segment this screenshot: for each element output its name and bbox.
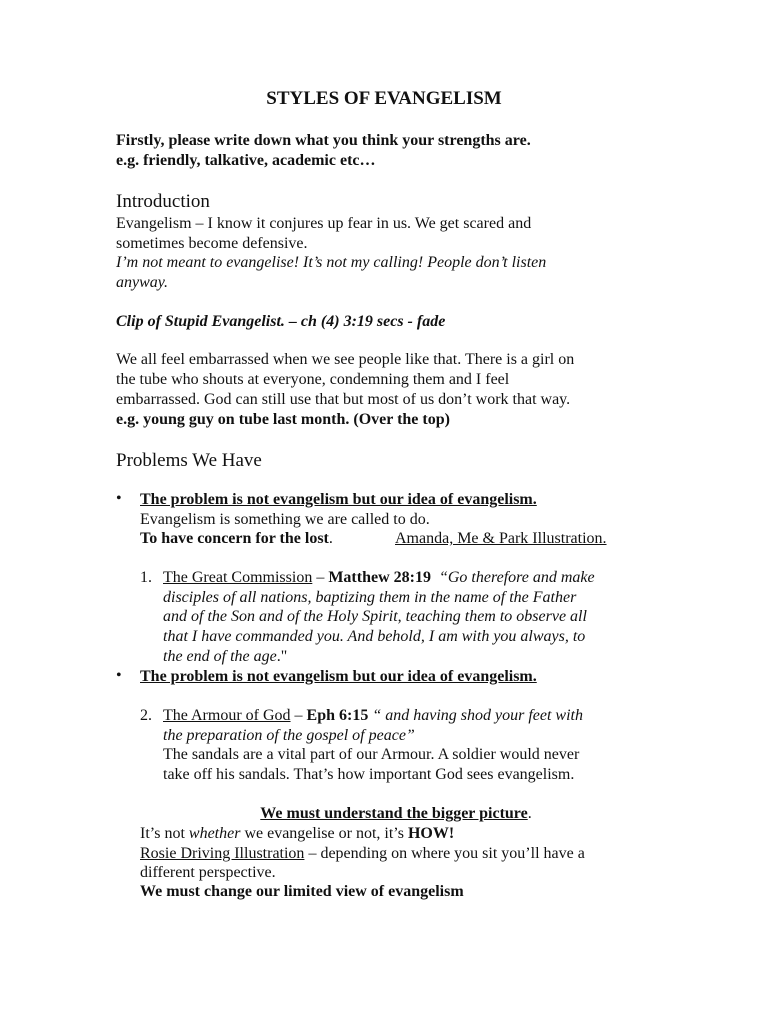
amanda-illustration-link: Amanda, Me & Park Illustration.	[395, 530, 607, 547]
bullet-point: •	[116, 490, 122, 507]
intro-paragraph-line1: Evangelism – I know it conjures up fear in us. We get scared and	[116, 215, 532, 232]
item1-line2: disciples of all nations, baptizing them in the name of the Father	[163, 589, 577, 606]
introduction-heading: Introduction	[116, 191, 210, 212]
item2-number: 2.	[140, 707, 152, 724]
rosie-line1: Rosie Driving Illustration – depending on where you sit you’ll have a	[140, 845, 585, 862]
embarrassed-paragraph-line1: We all feel embarrassed when we see people like that. There is a girl on	[116, 351, 575, 368]
item1-line5: the end of the age."	[163, 648, 288, 665]
bullet1-concern-line: To have concern for the lost.	[140, 530, 333, 547]
strengths-prompt-line1: Firstly, please write down what you think your strengths are.	[116, 132, 531, 149]
clip-note: Clip of Stupid Evangelist. – ch (4) 3:19 secs - fade	[116, 313, 446, 330]
bullet1-line2: Evangelism is something we are called to do.	[140, 511, 430, 528]
bullet2-title: The problem is not evangelism but our idea of evangelism.	[140, 668, 537, 685]
item2-line2: the preparation of the gospel of peace”	[163, 727, 415, 744]
change-view-line: We must change our limited view of evangelism	[140, 883, 464, 900]
item2-line3: The sandals are a vital part of our Armour. A soldier would never	[163, 746, 580, 763]
intro-quote-line1: I’m not meant to evangelise! It’s not my calling! People don’t listen	[116, 254, 547, 271]
bullet-point: •	[116, 667, 122, 684]
example-line: e.g. young guy on tube last month. (Over the top)	[116, 411, 450, 428]
intro-quote-line2: anyway.	[116, 274, 168, 291]
item1-line1: The Great Commission – Matthew 28:19 “Go therefore and make	[163, 569, 595, 586]
item1-line4: that I have commanded you. And behold, I am with you always, to	[163, 628, 586, 645]
bigger-picture-line: We must understand the bigger picture.	[260, 805, 532, 822]
rosie-line2: different perspective.	[140, 864, 276, 881]
problems-heading: Problems We Have	[116, 450, 262, 471]
strengths-prompt-line2: e.g. friendly, talkative, academic etc…	[116, 152, 376, 169]
whether-line: It’s not whether we evangelise or not, it’s HOW!	[140, 825, 455, 842]
item1-line3: and of the Son and of the Holy Spirit, teaching them to observe all	[163, 608, 587, 625]
item1-number: 1.	[140, 569, 152, 586]
embarrassed-paragraph-line3: embarrassed. God can still use that but most of us don’t work that way.	[116, 391, 571, 408]
bullet1-title: The problem is not evangelism but our idea of evangelism.	[140, 491, 537, 508]
page-title: STYLES OF EVANGELISM	[266, 88, 502, 109]
intro-paragraph-line2: sometimes become defensive.	[116, 235, 308, 252]
item2-line1: The Armour of God – Eph 6:15 “ and having shod your feet with	[163, 707, 583, 724]
item2-line4: take off his sandals. That’s how important God sees evangelism.	[163, 766, 575, 783]
embarrassed-paragraph-line2: the tube who shouts at everyone, condemning them and I feel	[116, 371, 510, 388]
